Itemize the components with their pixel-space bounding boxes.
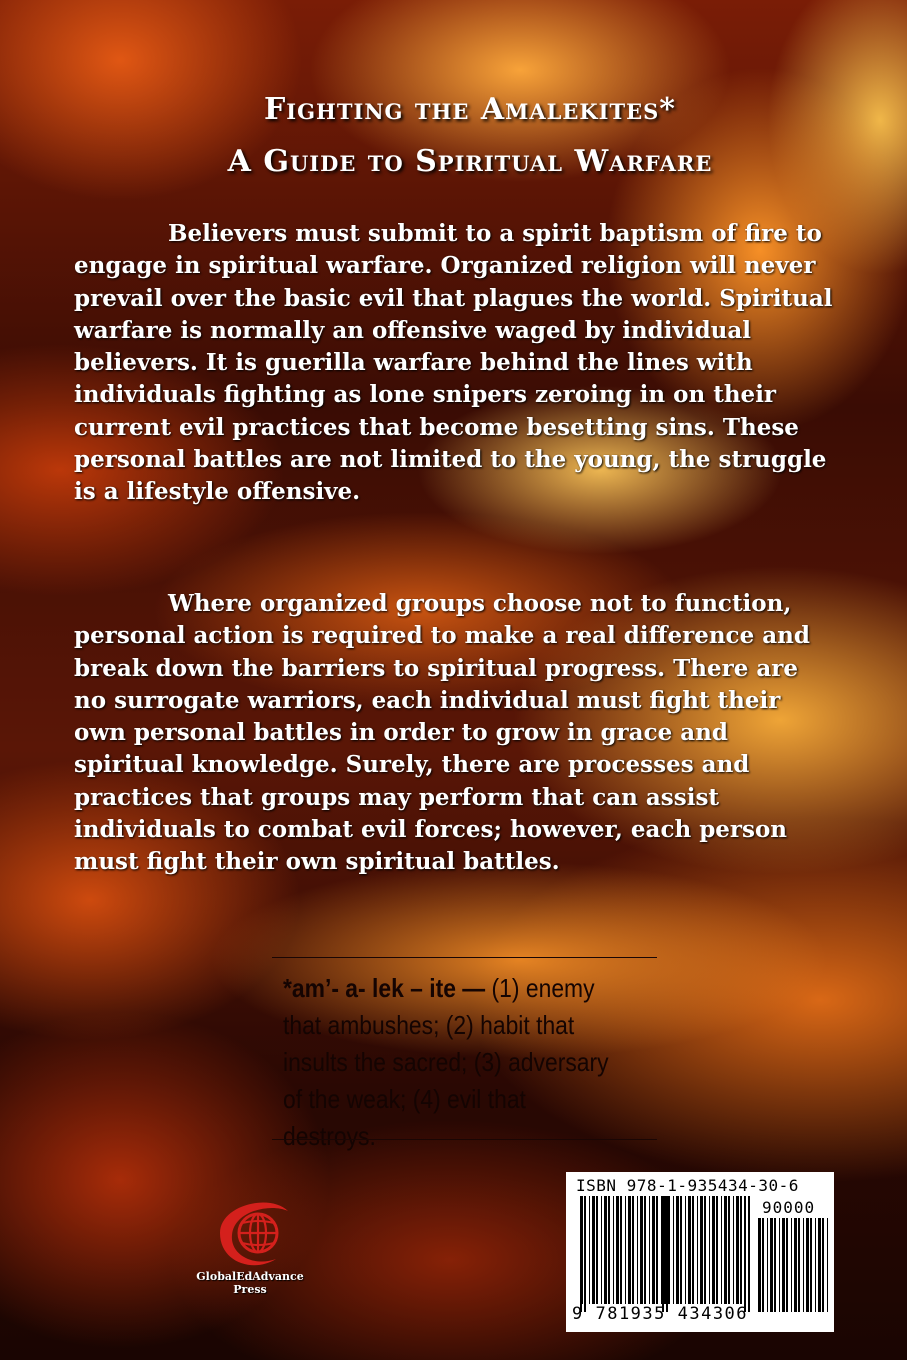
barcode-bar [604, 1196, 607, 1304]
barcode-bar [740, 1196, 742, 1304]
publisher-name [150, 1270, 350, 1296]
barcode-bar [700, 1196, 703, 1304]
barcode-bar [685, 1196, 686, 1304]
barcode-bar [668, 1196, 670, 1304]
publisher-name-line-1: GlobalEdAdvance [196, 1270, 304, 1283]
barcode-bar [815, 1218, 816, 1312]
barcode-bar [709, 1196, 710, 1304]
barcode-bar [656, 1196, 658, 1304]
barcode-bar [798, 1218, 800, 1312]
barcode-bar [779, 1218, 780, 1312]
barcode-bar [661, 1196, 662, 1304]
ean-digits: 9 781935 434306 [572, 1304, 749, 1324]
barcode-bar [803, 1218, 804, 1312]
barcode-bar [673, 1196, 674, 1304]
barcode-bar [716, 1196, 718, 1304]
barcode-bar [728, 1196, 730, 1304]
barcode-bar [616, 1196, 619, 1304]
barcode-bar [733, 1196, 734, 1304]
barcode-bar [794, 1218, 797, 1312]
barcode-bar [810, 1218, 812, 1312]
barcode-bar [589, 1196, 590, 1304]
price-code: 90000 [762, 1198, 816, 1217]
globe-swoosh-logo-icon [210, 1193, 300, 1273]
barcode-bar [767, 1218, 768, 1312]
barcode-guard-bar [748, 1196, 750, 1312]
barcode-bar [625, 1196, 626, 1304]
barcode-bar [827, 1218, 828, 1312]
blurb-paragraph-2-text: Where organized groups choose not to function, personal action is required to make a real difference and break down the barriers to spiritual progress. There are no surrogate warriors, each individual must fight their own personal battles in order to grow in grace and spiritual knowledge. Surely, there are processes and practices that groups may perform that can assist individuals to combat evil forces; however, each person must fight their own spiritual battles. [74, 590, 810, 876]
barcode-bar [692, 1196, 694, 1304]
barcode-bar [613, 1196, 614, 1304]
barcode-bar [712, 1196, 715, 1304]
barcode-bar [806, 1218, 809, 1312]
barcode-bar [601, 1196, 602, 1304]
barcode-bar [697, 1196, 698, 1304]
definition-box [283, 970, 617, 1155]
barcode-guard-bar [584, 1196, 586, 1312]
barcode-bar [676, 1196, 679, 1304]
publisher-name-line-2: Press [233, 1283, 267, 1296]
barcode-bar [652, 1196, 655, 1304]
barcode-bar [628, 1196, 631, 1304]
title-line-2: A Guide to Spiritual Warfare [227, 144, 713, 179]
barcode-bar [637, 1196, 638, 1304]
barcode-bar [791, 1218, 792, 1312]
barcode-bar [762, 1218, 764, 1312]
blurb-paragraph-1-text: Believers must submit to a spirit baptism of fire to engage in spiritual warfare. Organized religion will never prevail over the basic evil that plagues the world. Spiritual warfare is normally an offensive waged by individual believers. It is guerilla warfare behind the lines with individuals fighting as lone snipers zeroing in on their current evil practices that become besetting sins. These personal battles are not limited to the young, the struggle is a lifestyle offensive. [74, 220, 833, 506]
barcode-bar [736, 1196, 739, 1304]
barcode-bar [649, 1196, 650, 1304]
barcode-bar [640, 1196, 643, 1304]
barcode-bar [632, 1196, 634, 1304]
barcode-bar [608, 1196, 610, 1304]
barcode-bar [818, 1218, 821, 1312]
barcode-guard-bar [666, 1196, 668, 1312]
isbn-barcode [566, 1172, 834, 1332]
blurb-paragraph-2 [74, 588, 836, 879]
barcode-bar [644, 1196, 646, 1304]
barcode-bar [688, 1196, 691, 1304]
barcode-bar [721, 1196, 722, 1304]
barcode-bar [782, 1218, 785, 1312]
barcode-bar [592, 1196, 595, 1304]
blurb-paragraph-1 [74, 218, 836, 509]
definition-top-rule [272, 957, 657, 958]
barcode-guard-bar [744, 1196, 746, 1312]
barcode-bar [770, 1218, 773, 1312]
barcode-bar [758, 1218, 761, 1312]
barcode-bar [822, 1218, 824, 1312]
definition-text: (1) enemy that ambushes; (2) habit that insults the sacred; (3) adversary of the weak; (4) evil that destroys. [283, 973, 609, 1151]
title-line-1: Fighting the Amalekites* [264, 92, 676, 127]
isbn-label: ISBN 978-1-935434-30-6 [576, 1176, 799, 1195]
barcode-bar [596, 1196, 598, 1304]
barcode-guard-bar [662, 1196, 664, 1312]
barcode-bar [704, 1196, 706, 1304]
definition-bottom-rule [272, 1139, 657, 1140]
barcode-bar [620, 1196, 622, 1304]
barcode-bar [774, 1218, 776, 1312]
definition-term: *am’- a- lek – ite — [283, 973, 486, 1003]
barcode-bar [786, 1218, 788, 1312]
barcode-guard-bar [580, 1196, 582, 1312]
barcode-bar [724, 1196, 727, 1304]
barcode-bar [680, 1196, 682, 1304]
